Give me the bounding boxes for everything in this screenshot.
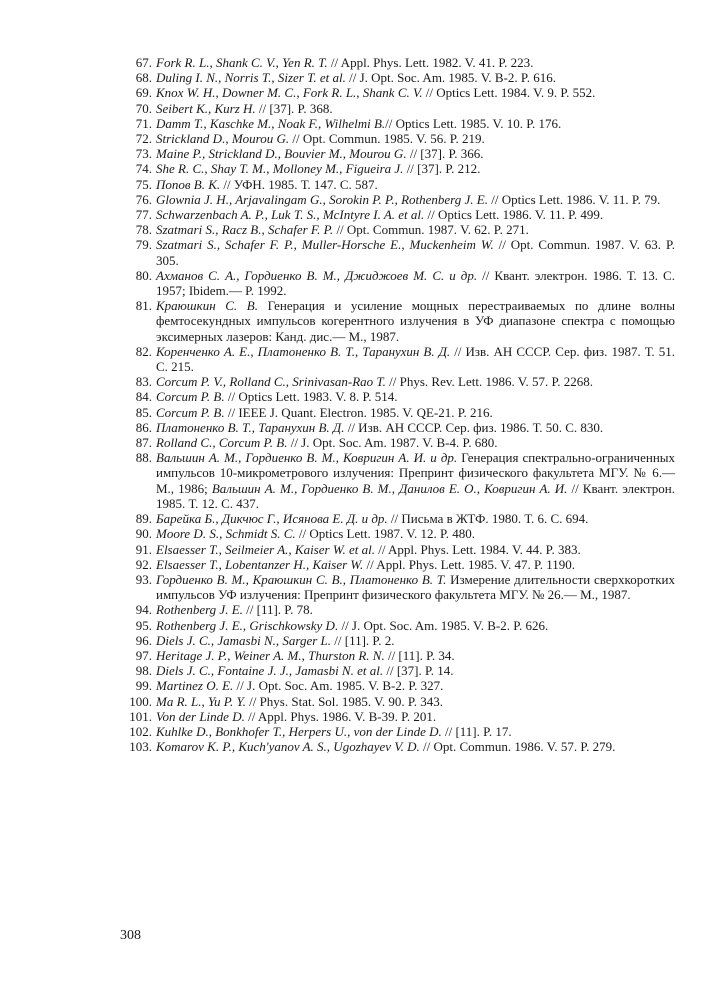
reference-item [120, 389, 675, 404]
reference-text [156, 572, 675, 602]
reference-authors: Ахманов С. А., Гордиенко В. М., Джиджоев М. С. и др. [156, 267, 478, 283]
reference-number: 82. [135, 343, 152, 359]
reference-authors: Коренченко А. Е., Платоненко В. Т., Таранухин В. Д. [156, 343, 451, 359]
reference-authors: Komarov K. P., Kuch'yanov A. S., Ugozhayev V. D. [156, 739, 420, 755]
reference-text [156, 435, 675, 450]
reference-text [156, 146, 675, 161]
reference-text [156, 405, 675, 420]
reference-source: // Appl. Phys. Lett. 1985. V. 47. P. 1190. [363, 556, 576, 572]
reference-source: // УФН. 1985. Т. 147. С. 587. [220, 176, 378, 192]
reference-text [156, 101, 675, 116]
reference-number: 101. [129, 708, 152, 724]
reference-authors: Seibert K., Kurz H. [156, 100, 256, 116]
reference-number: 91. [135, 541, 152, 557]
reference-text [156, 420, 675, 435]
reference-text [156, 131, 675, 146]
reference-item [120, 192, 675, 207]
reference-source: // Appl. Phys. Lett. 1982. V. 41. P. 223. [327, 55, 534, 70]
reference-source: // Optics Lett. 1983. V. 8. P. 514. [224, 389, 398, 405]
reference-authors: Барейка Б., Дикчюс Г., Исянова Е. Д. и др. [156, 511, 388, 527]
reference-source: // Квант. электрон. 1985. Т. 12. С. 437. [156, 480, 676, 511]
reference-text [156, 709, 675, 724]
reference-text [156, 633, 675, 648]
reference-authors: Strickland D., Mourou G. [156, 131, 290, 147]
reference-text [156, 648, 675, 663]
reference-text [156, 557, 675, 572]
reference-number: 79. [135, 237, 152, 253]
reference-number: 87. [135, 435, 152, 451]
reference-source: // Opt. Commun. 1986. V. 57. P. 279. [419, 739, 616, 755]
reference-source: // Изв. АН СССР. Сер. физ. 1987. Т. 51. С. 215. [156, 343, 675, 375]
reference-number: 71. [135, 115, 152, 131]
reference-authors: Glownia J. H., Arjavalingam G., Sorokin P. P., Rothenberg J. E. [156, 191, 488, 207]
reference-number: 70. [135, 100, 152, 116]
reference-text [156, 116, 675, 131]
reference-authors: Szatmari S., Racz B., Schafer F. P. [156, 222, 334, 238]
reference-text [156, 663, 675, 678]
reference-item [120, 542, 675, 557]
reference-text [156, 192, 675, 207]
reference-number: 94. [135, 602, 152, 618]
reference-source: // [37]. P. 366. [406, 146, 484, 162]
reference-text [156, 739, 675, 754]
reference-item [120, 709, 675, 724]
reference-number: 102. [129, 723, 152, 739]
reference-item [120, 237, 675, 267]
reference-source: Генерация и усиление мощных перестраиваемых по длине волны фемтосекундных импульсов когерентного излучения в УФ диапазоне спектра с помощью эксимерных лазеров: Канд. дис.— М., 1987. [156, 298, 675, 344]
reference-source: // Optics Lett. 1987. V. 12. P. 480. [295, 526, 475, 542]
reference-number: 99. [135, 678, 152, 694]
reference-source: // Opt. Commun. 1985. V. 56. P. 219. [289, 131, 485, 147]
reference-source: // IEEE J. Quant. Electron. 1985. V. QE-21. P. 216. [224, 404, 493, 420]
reference-item [120, 618, 675, 633]
reference-source: // [11]. P. 17. [441, 723, 512, 739]
reference-text [156, 389, 675, 404]
page-number: 308 [120, 928, 141, 943]
reference-authors: Платоненко В. Т., Таранухин В. Д. [156, 419, 345, 435]
reference-item [120, 633, 675, 648]
reference-item [120, 207, 675, 222]
reference-number: 97. [135, 647, 152, 663]
reference-authors: Damm T., Kaschke M., Noak F., Wilhelmi B. [156, 115, 386, 131]
reference-text [156, 85, 675, 100]
reference-source: // Appl. Phys. 1986. V. B-39. P. 201. [244, 708, 437, 724]
reference-item [120, 374, 675, 389]
reference-number: 81. [135, 298, 152, 314]
reference-source: // J. Opt. Soc. Am. 1985. V. B-2. P. 616. [345, 70, 556, 86]
reference-number: 96. [135, 632, 152, 648]
reference-authors: Diels J. C., Jamasbi N., Sarger L. [156, 632, 332, 648]
reference-text [156, 450, 675, 511]
reference-text [156, 694, 675, 709]
reference-number: 92. [135, 556, 152, 572]
reference-authors: Rothenberg J. E. [156, 602, 243, 618]
reference-number: 68. [135, 70, 152, 86]
reference-number: 86. [135, 419, 152, 435]
reference-text [156, 618, 675, 633]
reference-authors: Corcum P. B. [156, 404, 225, 420]
reference-authors: She R. C., Shay T. M., Molloney M., Figueira J. [156, 161, 404, 177]
reference-item [120, 557, 675, 572]
reference-authors: Гордиенко В. М., Краюшкин С. В., Платоненко В. Т. [156, 571, 447, 587]
reference-authors: Fork R. L., Shank C. V., Yen R. T. [156, 55, 328, 70]
reference-item [120, 177, 675, 192]
reference-number: 83. [135, 374, 152, 390]
reference-authors: Maine P., Strickland D., Bouvier M., Mourou G. [156, 146, 407, 162]
reference-number: 67. [135, 55, 152, 70]
reference-source: // [37]. P. 368. [255, 100, 333, 116]
reference-number: 78. [135, 222, 152, 238]
reference-text [156, 55, 675, 70]
reference-item [120, 101, 675, 116]
reference-source: // Opt. Commun. 1987. V. 63. P. 305. [156, 237, 675, 268]
reference-number: 75. [135, 176, 152, 192]
reference-item [120, 268, 675, 298]
reference-authors: Moore D. S., Schmidt S. C. [156, 526, 296, 542]
reference-authors: Diels J. C., Fontaine J. J., Jamasbi N. et al. [156, 663, 384, 679]
reference-text [156, 222, 675, 237]
reference-number: 84. [135, 389, 152, 405]
reference-item [120, 55, 675, 70]
reference-item [120, 678, 675, 693]
reference-number: 103. [129, 739, 152, 755]
reference-source: Генерация спектрально-ограниченных импульсов 10-микрометрового излучения: Препринт физического факультета МГУ. № 6.— М., 1986; [156, 450, 676, 496]
reference-number: 100. [129, 693, 152, 709]
reference-authors: Elsaesser T., Seilmeier A., Kaiser W. et al. [156, 541, 375, 557]
reference-text [156, 542, 675, 557]
reference-text [156, 602, 675, 617]
reference-text [156, 374, 675, 389]
reference-number: 89. [135, 511, 152, 527]
reference-source: // Optics Lett. 1985. V. 10. P. 176. [385, 115, 562, 131]
reference-authors: Martinez O. E. [156, 678, 234, 694]
reference-item [120, 526, 675, 541]
reference-number: 77. [135, 207, 152, 223]
reference-text [156, 344, 675, 374]
reference-source: // Phys. Stat. Sol. 1985. V. 90. P. 343. [245, 693, 443, 709]
reference-number: 72. [135, 131, 152, 147]
reference-authors: Попов В. К. [156, 176, 221, 192]
reference-source: // Optics Lett. 1984. V. 9. P. 552. [422, 85, 596, 101]
reference-number: 85. [135, 404, 152, 420]
reference-item [120, 344, 675, 374]
reference-source: Измерение длительности сверхкоротких импульсов УФ излучения: Препринт физического факультета МГУ. № 26.— М., 1987. [156, 571, 675, 603]
reference-source: // J. Opt. Soc. Am. 1987. V. B-4. P. 680. [287, 435, 498, 451]
reference-text [156, 161, 675, 176]
reference-authors: Вальшин А. М., Гордиенко В. М., Данилов Е. О., Ковригин А. И. [211, 480, 568, 496]
reference-source: // Optics Lett. 1986. V. 11. P. 79. [487, 191, 661, 207]
reference-authors: Corcum P. V., Rolland C., Srinivasan-Rao T. [156, 374, 386, 390]
reference-item [120, 85, 675, 100]
reference-item [120, 131, 675, 146]
reference-item [120, 116, 675, 131]
reference-item [120, 572, 675, 602]
reference-number: 90. [135, 526, 152, 542]
reference-source: // Изв. АН СССР. Сер. физ. 1986. Т. 50. С. 830. [344, 419, 604, 435]
reference-text [156, 237, 675, 267]
reference-authors: Краюшкин С. В. [156, 298, 258, 314]
reference-source: // [37]. P. 212. [403, 161, 481, 177]
reference-source: // [11]. P. 2. [331, 632, 395, 648]
reference-text [156, 177, 675, 192]
reference-text [156, 678, 675, 693]
reference-source: // Appl. Phys. Lett. 1984. V. 44. P. 383. [374, 541, 581, 557]
reference-authors: Schwarzenbach A. P., Luk T. S., McIntyre I. A. et al. [156, 207, 425, 223]
reference-number: 95. [135, 617, 152, 633]
reference-source: // [37]. P. 14. [383, 663, 454, 679]
reference-authors: Elsaesser T., Lobentanzer H., Kaiser W. [156, 556, 364, 572]
reference-source: // [11]. P. 34. [384, 647, 455, 663]
reference-authors: Knox W. H., Downer M. C., Fork R. L., Shank C. V. [156, 85, 423, 101]
reference-text [156, 207, 675, 222]
reference-item [120, 161, 675, 176]
reference-number: 98. [135, 663, 152, 679]
reference-source: // Optics Lett. 1986. V. 11. P. 499. [424, 207, 604, 223]
reference-text [156, 724, 675, 739]
reference-item [120, 222, 675, 237]
reference-authors: Von der Linde D. [156, 708, 245, 724]
reference-authors: Kuhlke D., Bonkhofer T., Herpers U., von der Linde D. [156, 723, 442, 739]
reference-list [120, 55, 675, 754]
reference-number: 80. [135, 267, 152, 283]
reference-text [156, 298, 675, 344]
reference-item [120, 450, 675, 511]
reference-text [156, 70, 675, 85]
reference-item [120, 694, 675, 709]
reference-authors: Rolland C., Corcum P. B. [156, 435, 288, 451]
reference-number: 69. [135, 85, 152, 101]
reference-authors: Ma R. L., Yu P. Y. [156, 693, 246, 709]
reference-item [120, 511, 675, 526]
reference-item [120, 602, 675, 617]
reference-text [156, 511, 675, 526]
reference-source: // J. Opt. Soc. Am. 1985. V. B-2. P. 626. [338, 617, 549, 633]
reference-item [120, 298, 675, 344]
reference-item [120, 405, 675, 420]
reference-authors: Rothenberg J. E., Grischkowsky D. [156, 617, 339, 633]
reference-item [120, 739, 675, 754]
reference-source: // [11]. P. 78. [242, 602, 313, 618]
reference-text [156, 268, 675, 298]
reference-number: 74. [135, 161, 152, 177]
reference-item [120, 420, 675, 435]
reference-source: // Письма в ЖТФ. 1980. Т. 6. С. 694. [387, 511, 589, 527]
reference-number: 73. [135, 146, 152, 162]
reference-number: 88. [135, 450, 152, 466]
reference-number: 76. [135, 191, 152, 207]
reference-authors: Вальшин А. М., Гордиенко В. М., Ковригин А. И. и др. [156, 450, 458, 466]
reference-authors: Corcum P. B. [156, 389, 225, 405]
reference-source: // Opt. Commun. 1987. V. 62. P. 271. [333, 222, 529, 238]
reference-item [120, 648, 675, 663]
reference-item [120, 663, 675, 678]
reference-text [156, 526, 675, 541]
reference-authors: Duling I. N., Norris T., Sizer T. et al. [156, 70, 346, 86]
reference-authors: Szatmari S., Schafer F. P., Muller-Horsche E., Muckenheim W. [156, 237, 494, 253]
reference-source: // Phys. Rev. Lett. 1986. V. 57. P. 2268. [385, 374, 593, 390]
reference-source: // J. Opt. Soc. Am. 1985. V. B-2. P. 327. [233, 678, 444, 694]
reference-authors: Heritage J. P., Weiner A. M., Thurston R. N. [156, 647, 385, 663]
reference-source: // Квант. электрон. 1986. Т. 13. С. 1957; Ibidem.— Р. 1992. [156, 267, 675, 299]
reference-item [120, 435, 675, 450]
reference-item [120, 70, 675, 85]
reference-item [120, 146, 675, 161]
reference-number: 93. [135, 571, 152, 587]
reference-item [120, 724, 675, 739]
